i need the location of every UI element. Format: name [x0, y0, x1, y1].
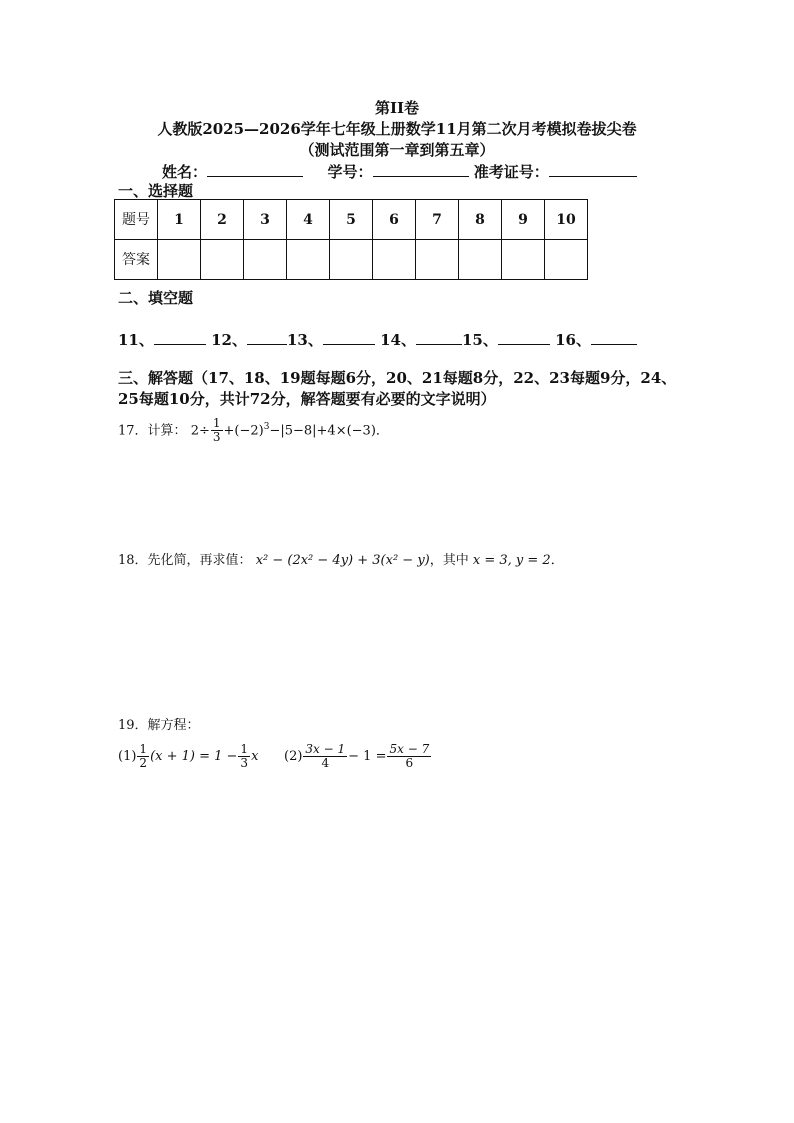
q19-p1-end: x — [251, 749, 259, 764]
q17-fraction — [211, 417, 223, 444]
q19-label: 19．解方程： — [118, 718, 200, 733]
q19-p2-frac2-den: 6 — [387, 756, 431, 770]
question-number: 4 — [287, 200, 330, 240]
blank-label: 13、 — [286, 331, 323, 349]
table-row — [115, 240, 588, 280]
q19-p1-fraction2 — [238, 743, 250, 770]
answer-cell[interactable] — [287, 240, 330, 280]
exam-no-label: 准考证号： — [473, 163, 549, 181]
q19-p1-frac2-den: 3 — [240, 756, 249, 770]
question-17 — [118, 412, 389, 446]
q18-condition: x = 3, y = 2 — [472, 553, 551, 568]
q19-p2-fraction — [303, 743, 347, 770]
answer-cell[interactable] — [459, 240, 502, 280]
answer-cell[interactable] — [545, 240, 588, 280]
question-number: 10 — [545, 200, 588, 240]
q19-p2-frac2-num: 5x − 7 — [389, 742, 430, 756]
q17-label: 17．计算： — [118, 423, 187, 439]
blank-label: 12、 — [211, 331, 247, 349]
q19-part1 — [118, 742, 258, 772]
q17-end: ． — [375, 423, 389, 439]
section3-title-line2: 25每题10分，共计72分，解答题要有必要的文字说明） — [118, 390, 496, 408]
section2-title: 二、填空题 — [118, 289, 194, 307]
row-label-number: 题号 — [115, 200, 158, 240]
q17-expr-a: 2÷ — [190, 423, 210, 439]
q19-p2-mid: − 1 = — [348, 749, 387, 764]
blank-label: 11、 — [118, 331, 154, 349]
q17-expr-c: −|5−8|+4×(−3) — [269, 423, 376, 439]
q17-frac-num: 1 — [212, 416, 221, 431]
exam-no-blank[interactable] — [549, 162, 637, 177]
question-number: 9 — [502, 200, 545, 240]
section3-title-line1: 三、解答题（17、18、19题每题6分，20、21每题8分，22、23每题9分，24、 — [118, 369, 677, 387]
question-18 — [118, 551, 564, 571]
blank-line[interactable] — [416, 330, 462, 345]
q17-expr-b: +(−2) — [223, 423, 264, 439]
scope-note: （测试范围第一章到第五章） — [299, 141, 495, 159]
answer-cell[interactable] — [330, 240, 373, 280]
question-number: 5 — [330, 200, 373, 240]
blank-line[interactable] — [498, 330, 550, 345]
id-label: 学号： — [327, 163, 373, 181]
fill-blanks-row — [118, 329, 637, 350]
q18-expression: x² − (2x² − 4y) + 3(x² − y) — [255, 553, 430, 568]
blank-line[interactable] — [247, 330, 287, 345]
blank-line[interactable] — [323, 330, 375, 345]
q19-p1-label: (1) — [118, 749, 137, 764]
name-label: 姓名： — [162, 163, 208, 181]
question-number: 2 — [201, 200, 244, 240]
question-number: 6 — [373, 200, 416, 240]
question-number: 7 — [416, 200, 459, 240]
q19-p2-frac-den: 4 — [303, 756, 347, 770]
q18-label: 18．先化简，再求值： — [118, 553, 252, 568]
answer-table — [114, 199, 588, 280]
q19-p2-label: (2) — [284, 749, 303, 764]
blank-line[interactable] — [591, 330, 637, 345]
q19-p1-frac-num: 1 — [139, 742, 148, 756]
answer-cell[interactable] — [373, 240, 416, 280]
answer-cell[interactable] — [201, 240, 244, 280]
answer-cell[interactable] — [416, 240, 459, 280]
answer-cell[interactable] — [502, 240, 545, 280]
q17-frac-den: 3 — [212, 430, 221, 445]
question-number: 3 — [244, 200, 287, 240]
answer-cell[interactable] — [158, 240, 201, 280]
exam-title: 人教版2025—2026学年七年级上册数学11月第二次月考模拟卷拔尖卷 — [157, 120, 637, 138]
q18-tail: ，其中 — [429, 553, 469, 568]
q19-p1-mid: (x + 1) = 1 − — [150, 749, 238, 764]
q19-p2-frac-num: 3x − 1 — [305, 742, 346, 756]
question-number: 1 — [158, 200, 201, 240]
blank-line[interactable] — [154, 330, 206, 345]
q18-end: ． — [550, 553, 564, 568]
section1-title: 一、选择题 — [118, 182, 194, 200]
answer-cell[interactable] — [244, 240, 287, 280]
id-blank[interactable] — [373, 162, 469, 177]
q19-part2 — [284, 742, 432, 772]
blank-label: 15、 — [461, 331, 498, 349]
blank-label: 16、 — [555, 331, 591, 349]
q19-p1-fraction — [137, 743, 149, 770]
q19-p2-fraction2 — [387, 743, 431, 770]
info-fields — [162, 161, 637, 182]
q19-p1-frac-den: 2 — [139, 756, 148, 770]
q17-exponent: 3 — [263, 422, 270, 432]
q19-p1-frac2-num: 1 — [240, 742, 249, 756]
table-row — [115, 200, 588, 240]
question-number: 8 — [459, 200, 502, 240]
blank-label: 14、 — [380, 331, 416, 349]
name-blank[interactable] — [207, 162, 303, 177]
volume-label: 第II卷 — [374, 99, 420, 117]
row-label-answer: 答案 — [115, 240, 158, 280]
